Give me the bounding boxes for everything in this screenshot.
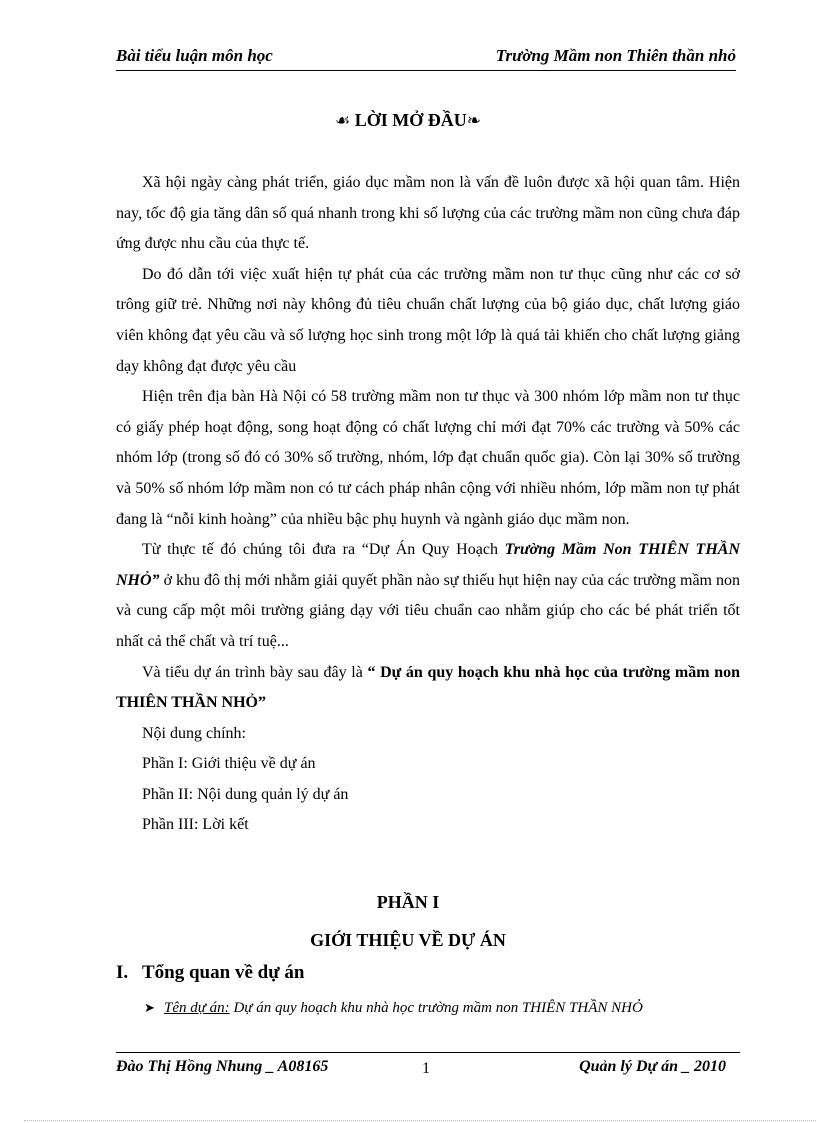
ornament-left-icon: ☙ bbox=[335, 111, 351, 130]
paragraph-5-start: Và tiểu dự án trình bày sau đây là bbox=[142, 663, 368, 681]
section-number: I. bbox=[116, 962, 129, 983]
paragraph-5 bbox=[116, 658, 740, 719]
paragraph-4-start: Từ thực tế đó chúng tôi đưa ra “Dự Án Quy Hoạch bbox=[142, 541, 505, 559]
page-title bbox=[0, 110, 816, 131]
paragraph-4 bbox=[116, 535, 740, 657]
footer-divider bbox=[116, 1052, 740, 1053]
footer-author: Đào Thị Hồng Nhung _ A08165 bbox=[116, 1058, 329, 1075]
part-heading-title: GIỚI THIỆU VỀ DỰ ÁN bbox=[310, 930, 506, 950]
page-number: 1 bbox=[422, 1060, 430, 1077]
part-heading-number: PHẦN I bbox=[376, 892, 440, 912]
paragraph-4-end: ở khu đô thị mới nhằm giải quyết phần nào sự thiếu hụt hiện nay của các trường mầm non và cung cấp một môi trường giảng dạy với tiêu chuẩn cao nhằm giúp cho các bé phát triển tốt nhất cả thể chất và trí tuệ... bbox=[116, 571, 740, 650]
paragraph-3: Hiện trên địa bàn Hà Nội có 58 trường mầm non tư thục và 300 nhóm lớp mầm non tư thục có giấy phép hoạt động, song hoạt động có chất lượng chỉ mới đạt 70% các trường và 50% các nhóm lớp (trong số đó có 30% số trường, nhóm, lớp đạt chuẩn quốc gia). Còn lại 30% số trường và 50% số nhóm lớp mầm non có tư cách pháp nhân cộng với nhiều nhóm, lớp mầm non tự phát đang là “nỗi kinh hoàng” của nhiều bậc phụ huynh và ngành giáo dục mầm non. bbox=[116, 388, 740, 528]
contents-label: Nội dung chính: bbox=[142, 724, 246, 742]
section-heading bbox=[116, 962, 304, 984]
bullet-label: Tên dự án: bbox=[164, 1000, 230, 1016]
page-bottom-divider bbox=[24, 1120, 816, 1121]
bullet-project-name bbox=[144, 1000, 643, 1017]
page-header bbox=[116, 44, 736, 71]
header-course-title: Bài tiểu luận môn học bbox=[116, 46, 273, 65]
project-name-emphasis: Trường Mầm Non THIÊN THẦN NHỎ” bbox=[116, 541, 740, 589]
contents-item-part-3: Phần III: Lời kết bbox=[142, 816, 249, 834]
sub-project-name: “ Dự án quy hoạch khu nhà học của trường mầm non THIÊN THẦN NHỎ” bbox=[116, 663, 741, 712]
paragraph-2: Do đó dẫn tới việc xuất hiện tự phát của các trường mầm non tư thục cũng như các cơ sở trông giữ trẻ. Những nơi này không đủ tiêu chuẩn chất lượng của bộ giáo dục, chất lượng giáo viên không đạt yêu cầu và số lượng học sinh trong một lớp là quá tải khiến cho chất lượng giảng dạy không đạt được yêu cầu bbox=[116, 265, 740, 375]
page-footer bbox=[116, 1058, 740, 1080]
footer-course: Quản lý Dự án _ 2010 bbox=[579, 1058, 726, 1075]
title-text: LỜI MỞ ĐẦU bbox=[354, 110, 467, 130]
section-title: Tổng quan về dự án bbox=[142, 962, 305, 983]
contents-item-part-2: Phần II: Nội dung quản lý dự án bbox=[142, 785, 349, 803]
bullet-text: Dự án quy hoạch khu nhà học trường mầm non THIÊN THẦN NHỎ bbox=[229, 1000, 643, 1016]
header-school-name: Trường Mầm non Thiên thần nhỏ bbox=[495, 46, 736, 65]
arrow-bullet-icon: ➤ bbox=[144, 1000, 155, 1015]
contents-item-part-1: Phần I: Giới thiệu về dự án bbox=[142, 755, 316, 773]
document-body bbox=[116, 168, 740, 841]
paragraph-1: Xã hội ngày càng phát triển, giáo dục mầm non là vấn đề luôn được xã hội quan tâm. Hiện nay, tốc độ gia tăng dân số quá nhanh trong khi số lượng của các trường mầm non cũng chưa đáp ứng được nhu cầu của thực tế. bbox=[116, 174, 740, 253]
ornament-right-icon: ❧ bbox=[466, 111, 481, 130]
